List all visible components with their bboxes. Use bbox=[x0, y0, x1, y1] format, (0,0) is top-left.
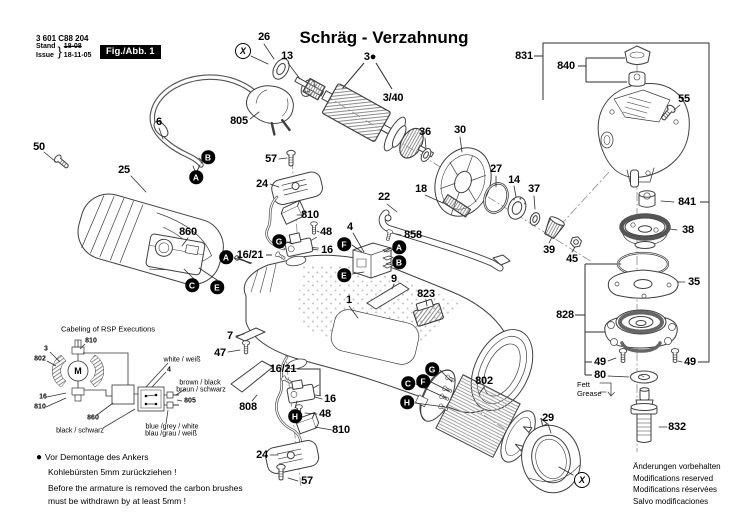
part-number-label: 840 bbox=[557, 60, 575, 72]
part-number-label: 29 bbox=[542, 412, 554, 424]
part-number-label: 24 bbox=[256, 178, 268, 190]
wiring-label: 810 bbox=[34, 403, 46, 411]
motor-symbol-label: M bbox=[74, 366, 82, 376]
part-number-label: 35 bbox=[688, 276, 700, 288]
grease-pointer bbox=[600, 383, 615, 396]
screw-49-left-drawing bbox=[619, 349, 627, 363]
warning-bullet-icon: ● bbox=[36, 452, 43, 463]
part-number-label: 26 bbox=[258, 31, 270, 43]
part-number-label: 3● bbox=[363, 51, 377, 63]
part-number-label: 808 bbox=[239, 401, 257, 413]
callout-letter-marker: G bbox=[272, 234, 286, 248]
modifications-line: Salvo modificaciones bbox=[633, 496, 709, 506]
wiring-schematic bbox=[46, 337, 185, 428]
wiring-label: 4 bbox=[167, 366, 171, 374]
brace-glyph: } bbox=[57, 43, 62, 59]
part-number-label: 36 bbox=[419, 126, 431, 138]
modifications-line: Modifications réservées bbox=[633, 485, 718, 495]
wiring-label: 810 bbox=[85, 337, 97, 345]
washer-37-drawing bbox=[529, 211, 542, 226]
callout-letter-marker: H bbox=[400, 395, 414, 409]
screw-49-right-drawing bbox=[671, 349, 679, 363]
modifications-line: Modifications reserved bbox=[633, 473, 714, 483]
figure-badge: Fig./Abb. 1 bbox=[100, 45, 161, 59]
x-reference-marker: X bbox=[235, 43, 251, 59]
armature-drawing bbox=[287, 63, 442, 172]
part-number-label: 48 bbox=[319, 408, 331, 420]
part-number-label: 38 bbox=[682, 224, 694, 236]
issue-label: Issue bbox=[36, 51, 54, 59]
pinion-39-drawing bbox=[542, 215, 565, 240]
wiring-label: 802 bbox=[34, 355, 46, 363]
part-number-label: 16 bbox=[321, 244, 333, 256]
nut-45-drawing bbox=[570, 235, 583, 249]
part-number-label: 831 bbox=[515, 50, 533, 62]
sleeve-841-drawing bbox=[639, 191, 655, 208]
callout-letter-marker: B bbox=[392, 255, 406, 269]
part-number-label: 858 bbox=[404, 229, 422, 241]
callout-letter-marker: H bbox=[288, 409, 302, 423]
brush-cover-bottom-drawing bbox=[264, 439, 320, 475]
wiring-label: white / weiß bbox=[163, 356, 201, 364]
screw-47-drawing bbox=[242, 341, 249, 354]
part-number-label: 57 bbox=[301, 475, 313, 487]
callout-letter-marker: C bbox=[401, 376, 415, 390]
part-number-label: 7 bbox=[227, 330, 233, 342]
screw-1621-top-drawing bbox=[275, 251, 287, 261]
spindle-832-drawing bbox=[631, 388, 657, 443]
part-number-label: 16 bbox=[324, 393, 336, 405]
wiring-label: 805 bbox=[184, 397, 196, 405]
part-number-label: 47 bbox=[214, 347, 226, 359]
part-number-label: 802 bbox=[475, 375, 493, 387]
part-number-label: 30 bbox=[454, 124, 466, 136]
bearing-flange-828-drawing bbox=[605, 310, 678, 351]
wiring-diagram-title: Cabeling of RSP Executions bbox=[60, 324, 156, 334]
part-number-label: 823 bbox=[417, 288, 435, 300]
diagram-title: Schräg - Verzahnung bbox=[299, 28, 469, 47]
revision-block bbox=[36, 43, 91, 61]
part-number-label: 49 bbox=[594, 356, 606, 368]
part-number-label: 24 bbox=[256, 449, 268, 461]
callout-letter-marker: E bbox=[210, 280, 224, 294]
part-number-label: 37 bbox=[528, 183, 540, 195]
part-number-label: 832 bbox=[668, 421, 686, 433]
cap-840-drawing bbox=[625, 46, 650, 86]
part-number-label: 55 bbox=[678, 93, 690, 105]
part-number-label: 13 bbox=[281, 50, 293, 62]
screw-48-top-drawing bbox=[311, 222, 318, 234]
grease-note bbox=[577, 380, 602, 399]
part-number-label: 57 bbox=[265, 153, 277, 165]
washer-80-drawing bbox=[631, 371, 658, 383]
callout-letter-marker: F bbox=[337, 237, 351, 251]
modifications-line: Änderungen vorbehalten bbox=[633, 462, 721, 471]
part-number-label: 27 bbox=[490, 163, 502, 175]
x-reference-marker: X bbox=[574, 472, 590, 488]
gear-head-housing-drawing bbox=[598, 83, 689, 182]
callout-letter-marker: A bbox=[392, 240, 406, 254]
part-number-label: 860 bbox=[179, 226, 197, 238]
superseded-date: 18-08 bbox=[63, 43, 82, 50]
gear-38-drawing bbox=[621, 215, 669, 249]
callout-letter-marker: E bbox=[337, 268, 351, 282]
part-number-label: 39 bbox=[543, 244, 555, 256]
part-number-label: 828 bbox=[556, 309, 574, 321]
wiring-label: blau /grau / weiß bbox=[145, 430, 197, 438]
stand-label: Stand bbox=[36, 43, 56, 50]
issue-date: 18-11-05 bbox=[63, 51, 92, 59]
bearing-14-drawing bbox=[505, 194, 529, 221]
pin-841-area-drawing bbox=[631, 170, 639, 187]
warning-de-line1: Vor Demontage des Ankers bbox=[45, 452, 149, 462]
modifications-note bbox=[633, 461, 721, 507]
part-number-label: 14 bbox=[508, 174, 520, 186]
part-number-label: 45 bbox=[566, 253, 578, 265]
callout-letter-marker: F bbox=[416, 374, 430, 388]
part-number-label: 80 bbox=[594, 369, 606, 381]
part-number-label: 1 bbox=[346, 294, 352, 306]
warning-en-line2: must be withdrawn by at least 5mm ! bbox=[48, 495, 186, 506]
part-number-label: 49 bbox=[684, 356, 696, 368]
wiring-label: 860 bbox=[87, 414, 99, 422]
label-plate-808-drawing bbox=[231, 361, 273, 392]
wiring-label: 3 bbox=[44, 345, 48, 353]
warning-en-line1: Before the armature is removed the carbon brushes bbox=[48, 482, 243, 493]
part-number-label: 22 bbox=[378, 191, 390, 203]
part-number-label: 841 bbox=[678, 196, 696, 208]
part-number-label: 25 bbox=[118, 164, 130, 176]
part-number-label: 3/40 bbox=[382, 92, 404, 104]
wiring-label: braun / schwarz bbox=[176, 386, 226, 394]
brush-cover-top-drawing bbox=[270, 170, 325, 206]
wiring-label: brown / black bbox=[179, 379, 221, 387]
document-number: 3 601 C88 204 bbox=[36, 34, 89, 43]
part-number-label: 6 bbox=[156, 116, 162, 128]
part-number-label: 4 bbox=[347, 221, 353, 233]
part-number-label: 18 bbox=[415, 183, 427, 195]
callout-letter-marker: A bbox=[189, 170, 203, 184]
warning-de-line2: Kohlebürsten 5mm zurückziehen ! bbox=[48, 466, 177, 477]
part-number-label: 50 bbox=[33, 141, 45, 153]
part-number-label: 810 bbox=[301, 209, 319, 221]
wiring-label: 16 bbox=[39, 393, 47, 401]
part-number-label: 16/21 bbox=[269, 363, 297, 375]
callout-letter-marker: G bbox=[425, 362, 439, 376]
grease-en: Grease bbox=[577, 389, 602, 399]
warning-note bbox=[36, 450, 243, 508]
callout-letter-marker: C bbox=[185, 278, 199, 292]
grease-de: Fett bbox=[577, 380, 590, 389]
callout-letter-marker: B bbox=[201, 150, 215, 164]
screw-57-top-drawing bbox=[287, 150, 295, 166]
part-number-label: 9 bbox=[391, 273, 397, 285]
callout-letter-marker: A bbox=[219, 250, 233, 264]
flange-35-drawing bbox=[608, 253, 678, 298]
wiring-label: blue /grey / white bbox=[145, 423, 199, 431]
part-number-label: 810 bbox=[332, 424, 350, 436]
wiring-label: black / schwarz bbox=[56, 427, 104, 435]
part-number-label: 805 bbox=[230, 115, 248, 127]
part-number-label: 16/21 bbox=[236, 249, 264, 261]
part-number-label: 48 bbox=[320, 226, 332, 238]
